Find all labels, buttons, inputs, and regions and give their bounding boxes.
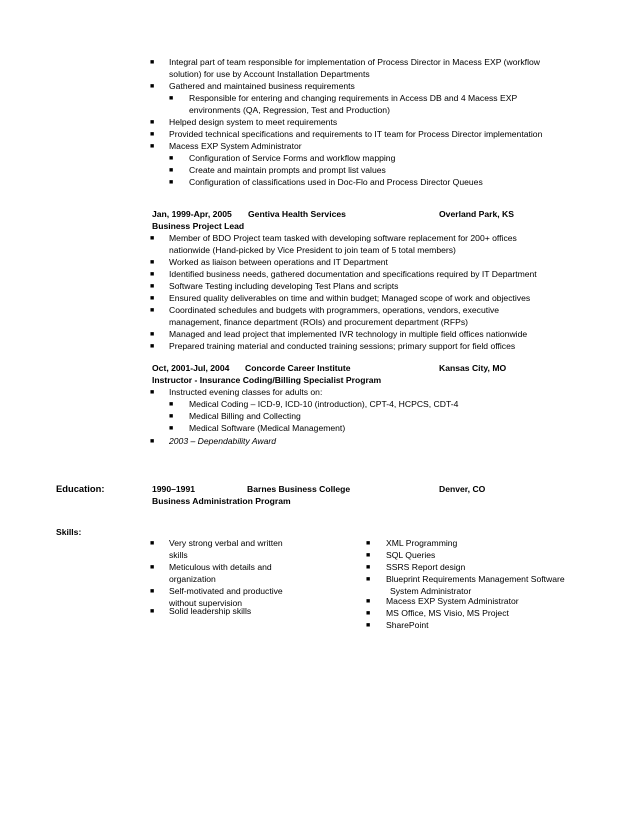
list-item-continuation: nationwide (Hand-picked by Vice President to join team of 5 total members) (169, 245, 456, 255)
education-location: Denver, CO (439, 484, 486, 494)
bullet-icon: ■ (150, 540, 155, 547)
list-item: Integral part of team responsible for implementation of Process Director in Macess EXP (workflow (169, 57, 540, 67)
skill-item: SSRS Report design (386, 562, 466, 572)
skill-item: Solid leadership skills (169, 606, 252, 616)
bullet-icon: ■ (150, 295, 155, 302)
bullet-icon: ■ (150, 588, 155, 595)
job-dates: Jan, 1999-Apr, 2005 (152, 209, 232, 219)
bullet-icon: ■ (150, 235, 155, 242)
bullet-icon: ■ (150, 59, 155, 66)
bullet-icon: ■ (169, 95, 174, 102)
bullet-icon: ■ (366, 552, 371, 559)
list-item: Helped design system to meet requirements (169, 117, 338, 127)
education-years: 1990–1991 (152, 484, 196, 494)
bullet-icon: ■ (150, 259, 155, 266)
skill-item-continuation: without supervision (169, 598, 243, 608)
bullet-icon: ■ (150, 131, 155, 138)
bullet-icon: ■ (366, 610, 371, 617)
award-item: 2003 – Dependability Award (169, 436, 277, 446)
skill-item: Macess EXP System Administrator (386, 596, 519, 606)
bullet-icon: ■ (366, 622, 371, 629)
bullet-icon: ■ (150, 143, 155, 150)
job-title: Business Project Lead (152, 221, 245, 231)
skill-item: SharePoint (386, 620, 429, 630)
job-title: Instructor - Insurance Coding/Billing Specialist Program (152, 375, 382, 385)
section-heading-skills: Skills: (56, 527, 82, 537)
skill-item-continuation: System Administrator (390, 586, 472, 596)
skill-item-continuation: skills (169, 550, 188, 560)
bullet-icon: ■ (169, 401, 174, 408)
list-item: Create and maintain prompts and prompt list values (189, 165, 386, 175)
skill-item: Blueprint Requirements Management Software (386, 574, 565, 584)
education-school: Barnes Business College (247, 484, 351, 494)
list-item: Medical Software (Medical Management) (189, 423, 346, 433)
bullet-icon: ■ (169, 179, 174, 186)
bullet-icon: ■ (366, 564, 371, 571)
bullet-icon: ■ (150, 389, 155, 396)
bullet-icon: ■ (150, 307, 155, 314)
bullet-icon: ■ (150, 438, 155, 445)
bullet-icon: ■ (366, 540, 371, 547)
list-item: Provided technical specifications and requirements to IT team for Process Director implementation (169, 129, 543, 139)
bullet-icon: ■ (150, 564, 155, 571)
section-heading-education: Education: (56, 483, 105, 494)
bullet-icon: ■ (150, 283, 155, 290)
list-item: Identified business needs, gathered documentation and specifications required by IT Department (169, 269, 537, 279)
bullet-icon: ■ (150, 608, 155, 615)
list-item: Medical Billing and Collecting (189, 411, 301, 421)
list-item: Instructed evening classes for adults on: (169, 387, 323, 397)
bullet-icon: ■ (150, 83, 155, 90)
bullet-icon: ■ (169, 155, 174, 162)
bullet-icon: ■ (169, 425, 174, 432)
skill-item: Self-motivated and productive (169, 586, 283, 596)
list-item-continuation: solution) for use by Account Installation Departments (169, 69, 370, 79)
bullet-icon: ■ (169, 413, 174, 420)
job-location: Kansas City, MO (439, 363, 507, 373)
list-item-continuation: environments (QA, Regression, Test and Production) (189, 105, 390, 115)
job-dates: Oct, 2001-Jul, 2004 (152, 363, 230, 373)
skill-item: Very strong verbal and written (169, 538, 283, 548)
bullet-icon: ■ (150, 331, 155, 338)
list-item: Prepared training material and conducted training sessions; primary support for field offices (169, 341, 516, 351)
skill-item: Meticulous with details and (169, 562, 272, 572)
list-item: Member of BDO Project team tasked with developing software replacement for 200+ offices (169, 233, 517, 243)
bullet-icon: ■ (150, 343, 155, 350)
job-company: Concorde Career Institute (245, 363, 351, 373)
list-item: Configuration of Service Forms and workflow mapping (189, 153, 396, 163)
skill-item: MS Office, MS Visio, MS Project (386, 608, 509, 618)
list-item: Software Testing including developing Test Plans and scripts (169, 281, 399, 291)
bullet-icon: ■ (169, 167, 174, 174)
list-item: Configuration of classifications used in Doc-Flo and Process Director Queues (189, 177, 483, 187)
job-location: Overland Park, KS (439, 209, 514, 219)
bullet-icon: ■ (366, 576, 371, 583)
job-company: Gentiva Health Services (248, 209, 346, 219)
list-item: Worked as liaison between operations and IT Department (169, 257, 388, 267)
skill-item: XML Programming (386, 538, 458, 548)
list-item: Responsible for entering and changing requirements in Access DB and 4 Macess EXP (189, 93, 518, 103)
bullet-icon: ■ (150, 271, 155, 278)
list-item: Macess EXP System Administrator (169, 141, 302, 151)
list-item: Gathered and maintained business requirements (169, 81, 355, 91)
list-item-continuation: management, finance department (ROIs) and procurement department (RFPs) (169, 317, 469, 327)
skill-item-continuation: organization (169, 574, 216, 584)
education-program: Business Administration Program (152, 496, 291, 506)
bullet-icon: ■ (150, 119, 155, 126)
list-item: Ensured quality deliverables on time and within budget; Managed scope of work and objectives (169, 293, 531, 303)
bullet-icon: ■ (366, 598, 371, 605)
list-item: Coordinated schedules and budgets with programmers, operations, vendors, executive (169, 305, 500, 315)
list-item: Managed and lead project that implemented IVR technology in multiple field offices nationwide (169, 329, 528, 339)
skill-item: SQL Queries (386, 550, 436, 560)
list-item: Medical Coding – ICD-9, ICD-10 (introduction), CPT-4, HCPCS, CDT-4 (189, 399, 459, 409)
